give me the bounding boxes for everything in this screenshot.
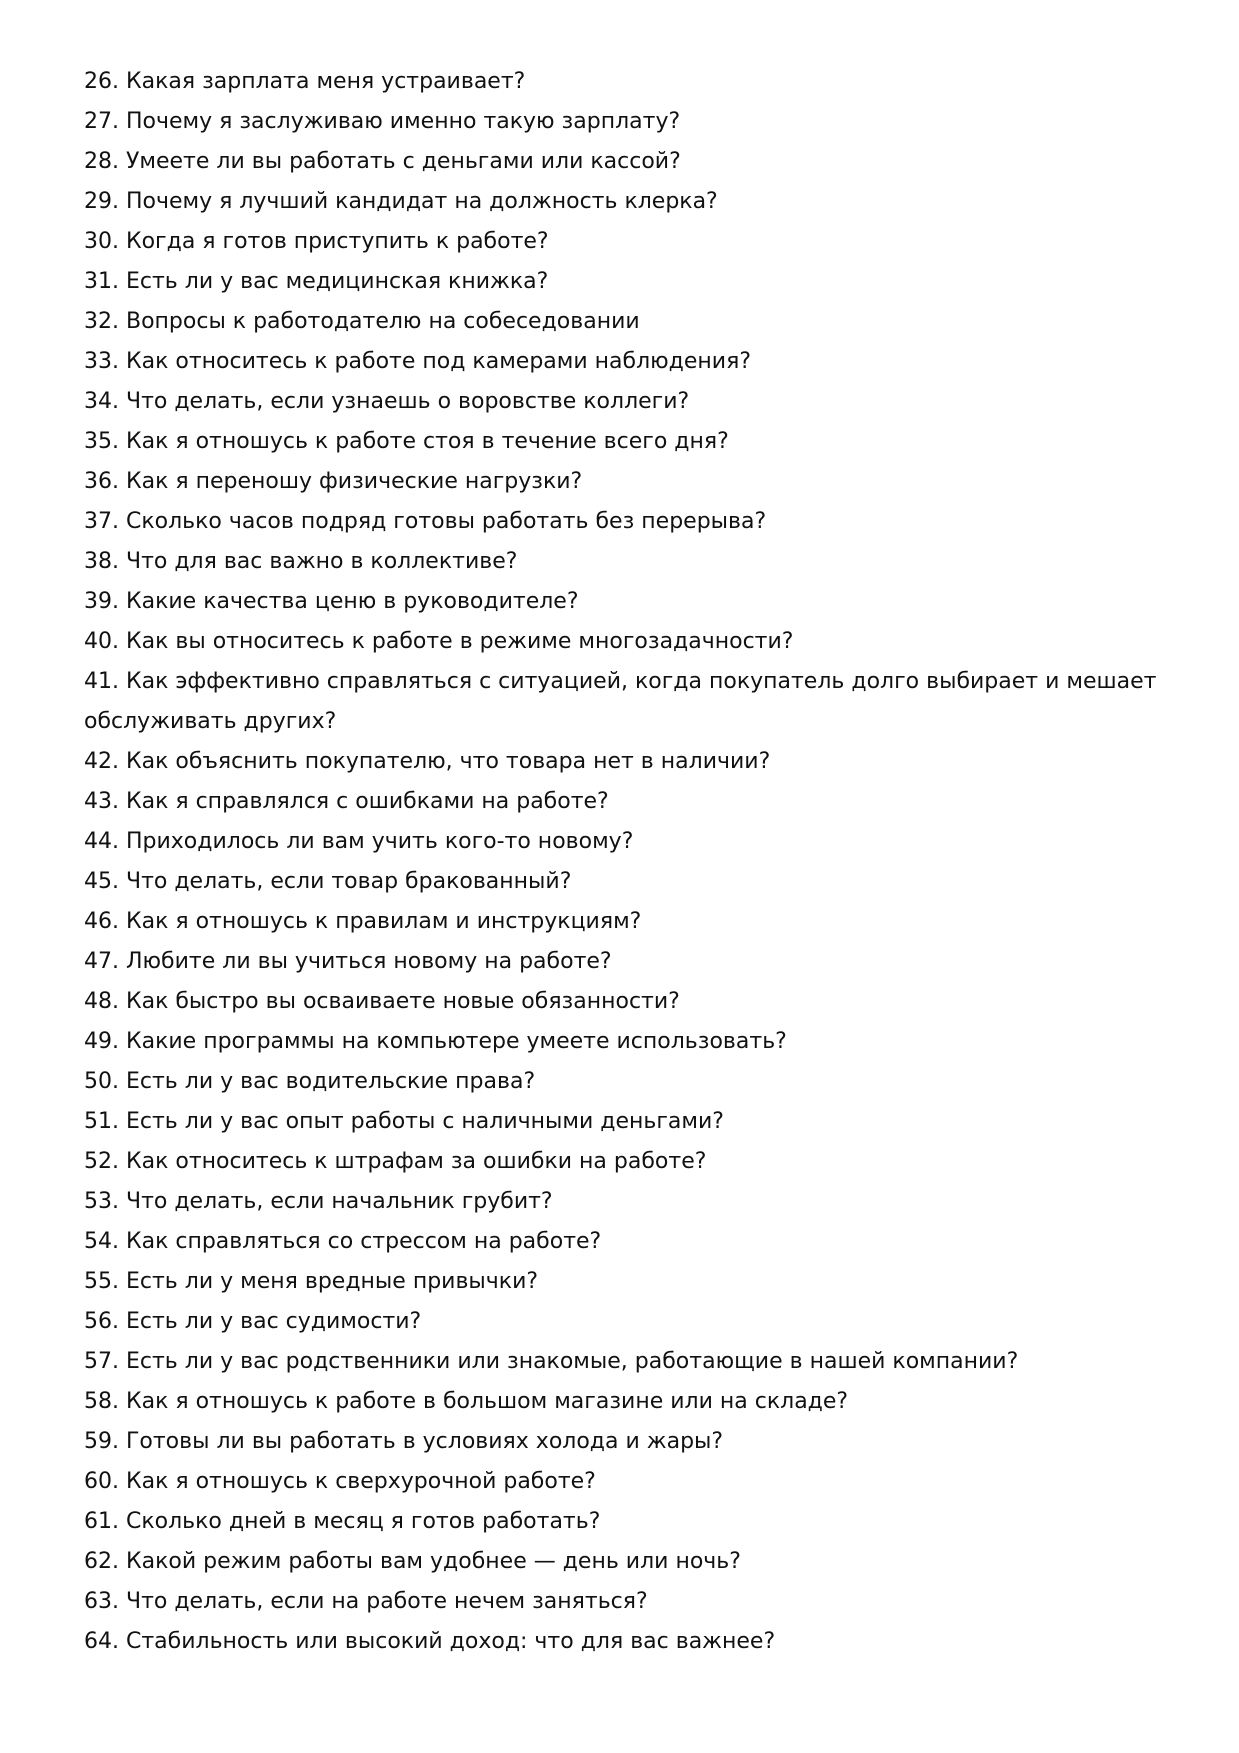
list-item: 43. Как я справлялся с ошибками на работе?: [84, 789, 609, 814]
list-item: 39. Какие качества ценю в руководителе?: [84, 589, 579, 614]
list-item: 44. Приходилось ли вам учить кого-то новому?: [84, 829, 634, 854]
list-item: 57. Есть ли у вас родственники или знакомые, работающие в нашей компании?: [84, 1349, 1019, 1374]
list-item: 58. Как я отношусь к работе в большом магазине или на складе?: [84, 1389, 849, 1414]
list-item: 59. Готовы ли вы работать в условиях холода и жары?: [84, 1429, 724, 1454]
list-item: 62. Какой режим работы вам удобнее — день или ночь?: [84, 1549, 741, 1574]
list-item: 50. Есть ли у вас водительские права?: [84, 1069, 536, 1094]
list-item: 33. Как относитесь к работе под камерами наблюдения?: [84, 349, 752, 374]
list-item: 35. Как я отношусь к работе стоя в течение всего дня?: [84, 429, 729, 454]
list-item: 51. Есть ли у вас опыт работы с наличными деньгами?: [84, 1109, 724, 1134]
list-item: 61. Сколько дней в месяц я готов работать?: [84, 1509, 601, 1534]
question-list: [84, 62, 1164, 1662]
list-item: 55. Есть ли у меня вредные привычки?: [84, 1269, 539, 1294]
list-item: 36. Как я переношу физические нагрузки?: [84, 469, 583, 494]
list-item: 41. Как эффективно справляться с ситуацией, когда покупатель долго выбирает и мешает обслуживать других?: [84, 669, 1157, 734]
list-item: 60. Как я отношусь к сверхурочной работе?: [84, 1469, 596, 1494]
list-item: 40. Как вы относитесь к работе в режиме многозадачности?: [84, 629, 794, 654]
list-item: 31. Есть ли у вас медицинская книжка?: [84, 269, 549, 294]
list-item: 48. Как быстро вы осваиваете новые обязанности?: [84, 989, 680, 1014]
list-item: 38. Что для вас важно в коллективе?: [84, 549, 518, 574]
list-item: 29. Почему я лучший кандидат на должность клерка?: [84, 189, 718, 214]
list-item: 54. Как справляться со стрессом на работе?: [84, 1229, 602, 1254]
list-item: 28. Умеете ли вы работать с деньгами или кассой?: [84, 149, 681, 174]
list-item: 46. Как я отношусь к правилам и инструкциям?: [84, 909, 642, 934]
list-item: 63. Что делать, если на работе нечем заняться?: [84, 1589, 648, 1614]
list-item: 27. Почему я заслуживаю именно такую зарплату?: [84, 109, 681, 134]
list-item: 45. Что делать, если товар бракованный?: [84, 869, 572, 894]
list-item: 52. Как относитесь к штрафам за ошибки на работе?: [84, 1149, 707, 1174]
list-item: 53. Что делать, если начальник грубит?: [84, 1189, 553, 1214]
list-item: 49. Какие программы на компьютере умеете использовать?: [84, 1029, 787, 1054]
list-item: 37. Сколько часов подряд готовы работать без перерыва?: [84, 509, 767, 534]
list-item: 47. Любите ли вы учиться новому на работе?: [84, 949, 612, 974]
list-item: 42. Как объяснить покупателю, что товара нет в наличии?: [84, 749, 771, 774]
list-item: 30. Когда я готов приступить к работе?: [84, 229, 549, 254]
list-item: 32. Вопросы к работодателю на собеседовании: [84, 309, 640, 334]
list-item: 64. Стабильность или высокий доход: что для вас важнее?: [84, 1629, 776, 1654]
list-item: 34. Что делать, если узнаешь о воровстве коллеги?: [84, 389, 690, 414]
list-item: 56. Есть ли у вас судимости?: [84, 1309, 422, 1334]
list-item: 26. Какая зарплата меня устраивает?: [84, 69, 526, 94]
